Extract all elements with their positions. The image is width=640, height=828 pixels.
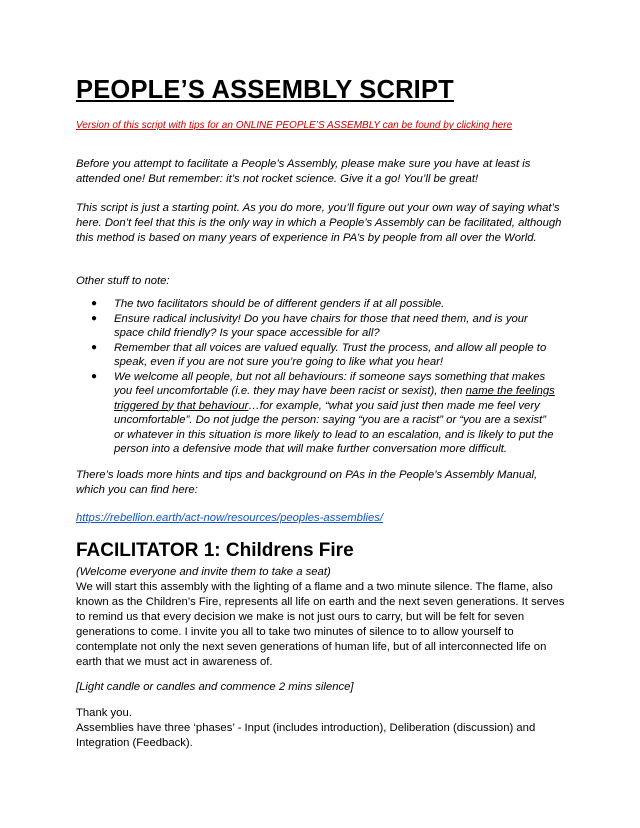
list-item-text-start: We welcome all people, but not all behaviours: if someone says something that makes you feel uncomfortable (i.e. they may have been racist or sexist), then	[114, 370, 546, 397]
section-heading: FACILITATOR 1: Childrens Fire	[76, 540, 354, 561]
phases-line: Assemblies have three ‘phases’ - Input (includes introduction), Deliberation (discussion) and Integration (Feedback).	[76, 722, 536, 749]
list-item	[76, 370, 556, 457]
bullet-icon: ●	[91, 312, 98, 324]
list-item-text: Remember that all voices are valued equally. Trust the process, and allow all people to speak, even if you are not sure you’re going to like what you hear!	[114, 341, 547, 368]
list-item-text: The two facilitators should be of different genders if at all possible.	[114, 298, 445, 310]
section-body: We will start this assembly with the lighting of a flame and a two minute silence. The flame, also known as the Children’s Fire, represents all life on earth and the next seven generations. It serves to remind us that every decision we make is not just ours to carry, but will be felt for seven generations to come. I invite you all to take two minutes of silence to to allow yourself to contemplate not only the next seven generations of human life, but of all interconnected life on earth that we must act in awareness of.	[76, 581, 565, 668]
stage-direction: [Light candle or candles and commence 2 mins silence]	[76, 681, 354, 693]
section-subheading: (Welcome everyone and invite them to take a seat)	[76, 566, 331, 578]
notes-list	[76, 297, 556, 457]
closing-paragraph	[76, 706, 566, 751]
more-hints-paragraph: There’s loads more hints and tips and background on PAs in the People’s Assembly Manual, which you can find here:	[76, 469, 538, 496]
list-item	[76, 312, 556, 341]
list-item	[76, 297, 556, 312]
list-item-text	[114, 371, 555, 456]
list-item-text: Ensure radical inclusivity! Do you have chairs for those that need them, and is your space child friendly? Is your space accessible for all?	[114, 312, 528, 339]
document-title: PEOPLE’S ASSEMBLY SCRIPT	[76, 76, 454, 104]
intro-paragraph-1: Before you attempt to facilitate a People’s Assembly, please make sure you have at least is attended one! But remember: it’s not rocket science. Give it a go! You’ll be great!	[76, 158, 531, 185]
manual-link[interactable]: https://rebellion.earth/act-now/resources/peoples-assemblies/	[76, 512, 384, 524]
online-version-link[interactable]: Version of this script with tips for an ONLINE PEOPLE’S ASSEMBLY can be found by clicking here	[76, 120, 513, 131]
bullet-icon: ●	[91, 370, 98, 382]
bullet-icon: ●	[91, 341, 98, 353]
underlined-phrase: name the feelings triggered by that behaviour	[114, 385, 555, 412]
list-item	[76, 341, 556, 370]
intro-paragraph-2: This script is just a starting point. As you do more, you’ll figure out your own way of saying what’s here. Don’t feel that this is the only way in which a People’s Assembly can be facilitated, although this method is based on many years of experience in PA’s by people from all over the World.	[76, 202, 562, 244]
bullet-icon: ●	[91, 298, 98, 309]
list-item-text-end: …for example, “what you said just then made me feel very uncomfortable”. Do not judge the person: saying “you are a racist” or “you are a sexist” or whatever in this situation is more likely to lead to an escalation, and is likely to put the person into a defensive mode that will make further conversation more difficult.	[114, 399, 554, 455]
other-stuff-heading: Other stuff to note:	[76, 275, 170, 287]
thanks-line: Thank you.	[76, 707, 132, 719]
